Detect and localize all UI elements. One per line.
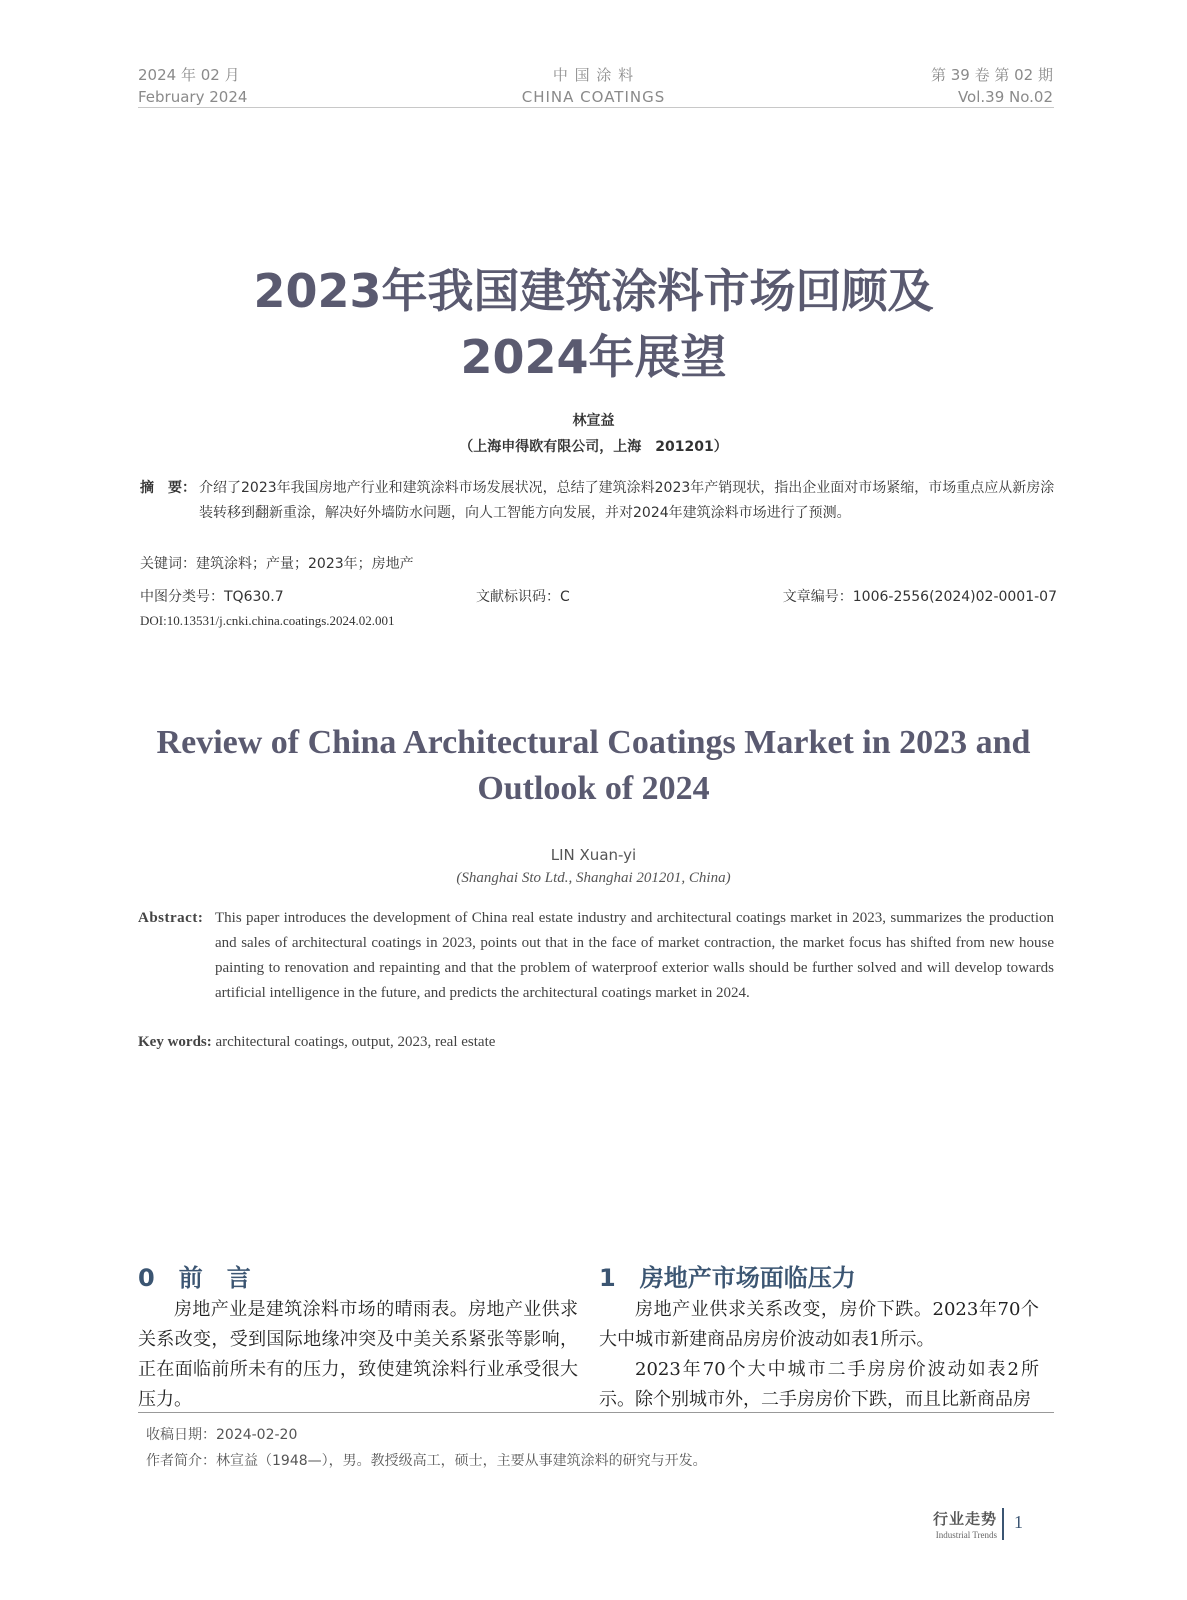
section-1-heading: 1 房地产市场面临压力 bbox=[599, 1264, 856, 1292]
page-title-en bbox=[0, 720, 1187, 812]
author-cn: 林宣益 bbox=[572, 413, 615, 429]
header-journal-en: CHINA COATINGS bbox=[521, 88, 666, 106]
affiliation-cn: （上海申得欧有限公司，上海 201201） bbox=[459, 439, 728, 455]
column-tag-cn: 行业走势 bbox=[932, 1510, 997, 1528]
header-date-cn: 2024 年 02 月 bbox=[138, 66, 240, 84]
abstract-cn-text: 介绍了2023年我国房地产行业和建筑涂料市场发展状况，总结了建筑涂料2023年产销现状，指出企业面对市场紧缩，市场重点应从新房涂装转移到翻新重涂，解决好外墙防水问题，向人工智能方向发展，并对2024年建筑涂料市场进行了预测。 bbox=[199, 480, 1055, 521]
column-tag-en: Industrial Trends bbox=[935, 1530, 997, 1540]
received-date: 收稿日期：2024-02-20 bbox=[146, 1427, 298, 1443]
column-left bbox=[138, 1295, 578, 1415]
abstract-en-label: Abstract: bbox=[138, 910, 204, 926]
title-en-line2: Outlook of 2024 bbox=[477, 770, 710, 807]
section-1-paragraph-2: 2023年70个大中城市二手房房价波动如表2所示。除个别城市外，二手房房价下跌，而且比新商品房 bbox=[599, 1359, 1039, 1410]
abstract-en bbox=[138, 906, 1054, 1006]
author-bio: 作者简介：林宣益（1948—），男。教授级高工，硕士，主要从事建筑涂料的研究与开发。 bbox=[146, 1453, 707, 1469]
title-cn-line1: 2023年我国建筑涂料市场回顾及 bbox=[253, 264, 934, 318]
section-0-paragraph: 房地产业是建筑涂料市场的晴雨表。房地产业供求关系改变，受到国际地缘冲突及中美关系紧张等影响，正在面临前所未有的压力，致使建筑涂料行业承受很大压力。 bbox=[138, 1299, 578, 1410]
author-en: LIN Xuan-yi bbox=[550, 846, 637, 864]
header-volume bbox=[931, 64, 1053, 108]
title-cn-line2: 2024年展望 bbox=[460, 330, 727, 384]
keywords-en bbox=[138, 1034, 495, 1051]
abstract-en-text: This paper introduces the development of China real estate industry and architectural coatings market in 2023, summarizes the production and sales of architectural coatings in 2023, points out that in the face of market contraction, the market focus has shifted from new house painting to renovation and repainting and that the problem of waterproof exterior walls should be further solved and will develop towards artificial intelligence in the future, and predicts the architectural coatings market in 2024. bbox=[215, 910, 1054, 1001]
header-volume-cn: 第 39 卷 第 02 期 bbox=[930, 66, 1053, 84]
affiliation-en: (Shanghai Sto Ltd., Shanghai 201201, China) bbox=[456, 870, 731, 886]
keywords-en-label: Key words: bbox=[138, 1034, 212, 1050]
header-journal-cn: 中 国 涂 料 bbox=[552, 66, 635, 84]
column-right bbox=[599, 1295, 1039, 1415]
header-volume-en: Vol.39 No.02 bbox=[957, 88, 1053, 106]
page-number: 1 bbox=[1014, 1512, 1023, 1532]
footnote-divider bbox=[138, 1412, 1054, 1413]
footer-divider bbox=[1002, 1508, 1004, 1540]
article-number: 文章编号：1006-2556(2024)02-0001-07 bbox=[782, 589, 1057, 605]
abstract-cn bbox=[140, 476, 1058, 526]
title-en-line1: Review of China Architectural Coatings Market in 2023 and bbox=[156, 724, 1031, 761]
doi: DOI:10.13531/j.cnki.china.coatings.2024.02.001 bbox=[140, 613, 395, 628]
keywords-cn: 关键词：建筑涂料；产量；2023年；房地产 bbox=[140, 556, 414, 572]
header-date-en: February 2024 bbox=[138, 88, 248, 106]
section-1-paragraph-1: 房地产业供求关系改变，房价下跌。2023年70个大中城市新建商品房房价波动如表1所示。 bbox=[599, 1299, 1039, 1350]
keywords-en-text: architectural coatings, output, 2023, real estate bbox=[215, 1034, 496, 1050]
section-0-heading: 0 前 言 bbox=[138, 1264, 251, 1292]
header-divider bbox=[138, 107, 1054, 108]
abstract-cn-label: 摘 要： bbox=[140, 480, 196, 496]
document-code: 文献标识码：C bbox=[476, 589, 570, 605]
clc-number: 中图分类号：TQ630.7 bbox=[140, 589, 284, 605]
column-tag bbox=[933, 1508, 997, 1540]
page-title-cn bbox=[0, 258, 1187, 390]
